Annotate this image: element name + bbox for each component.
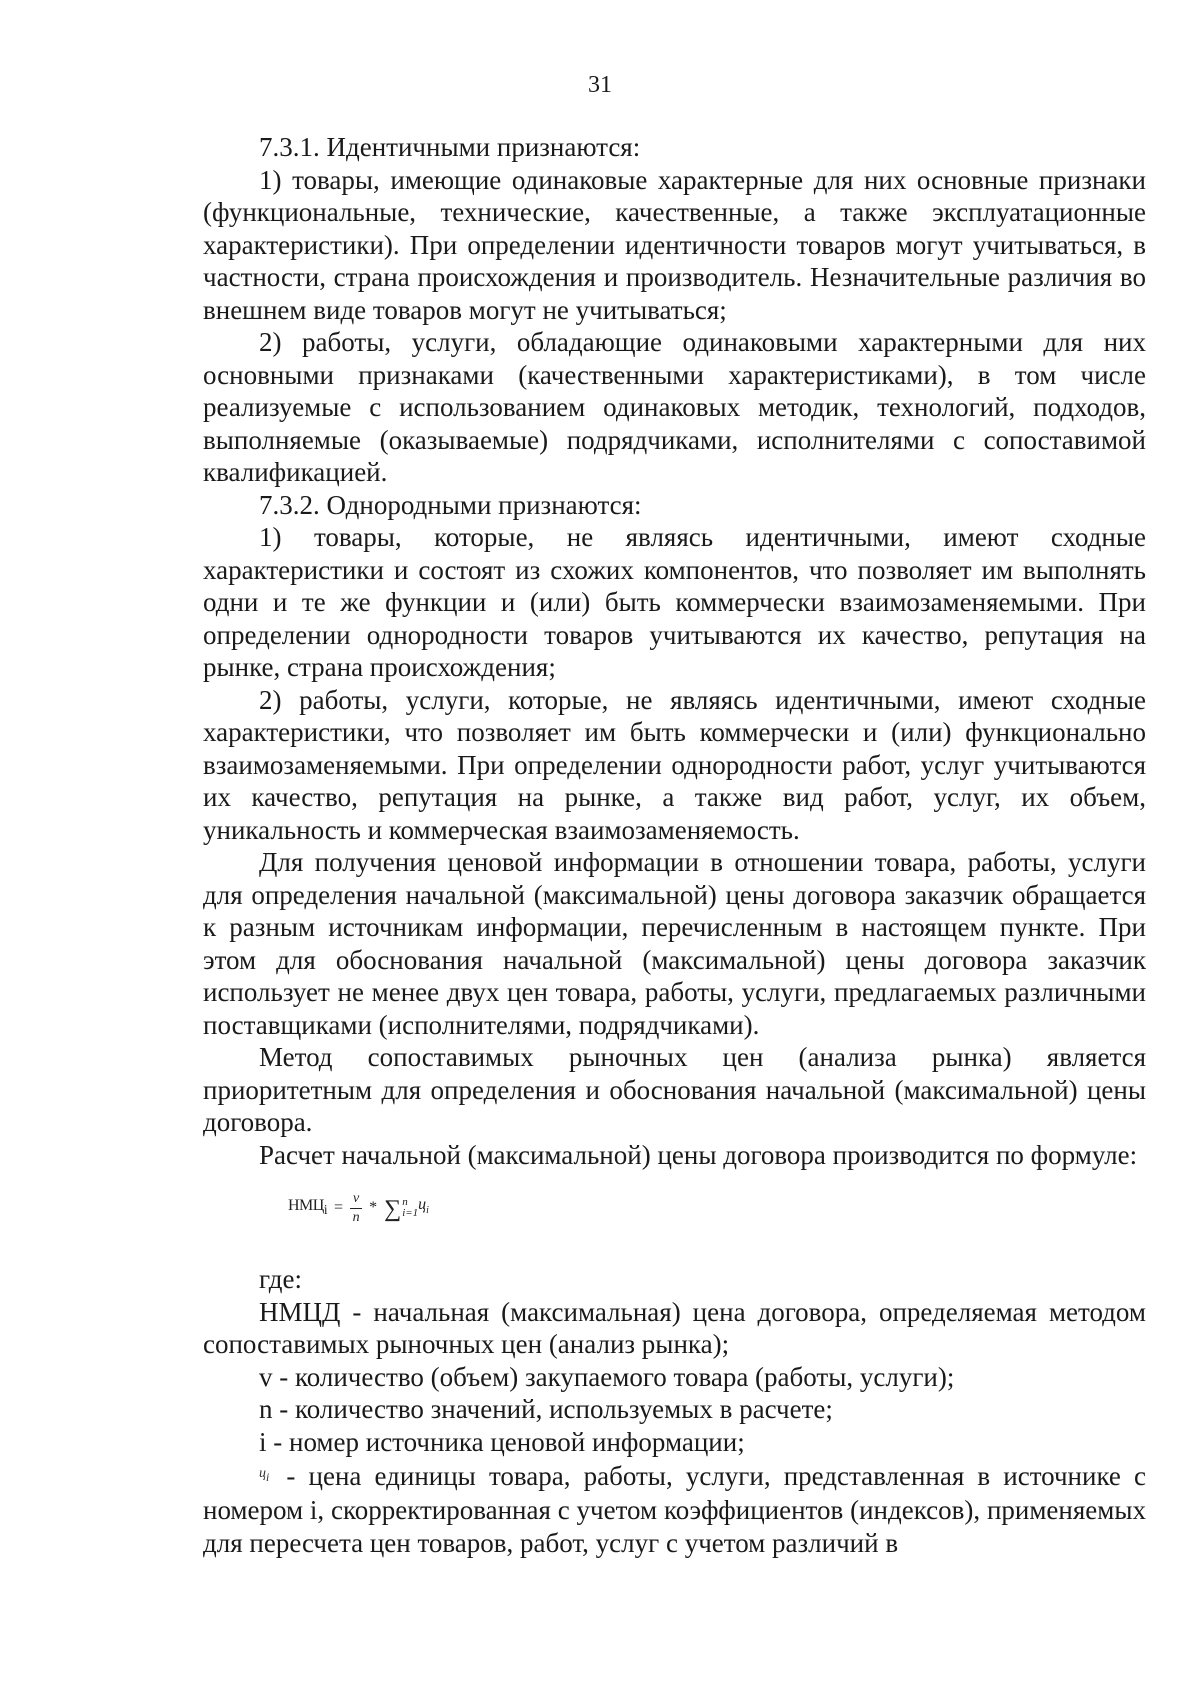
sum-symbol: ∑ <box>384 1195 402 1222</box>
page-number: 31 <box>588 72 612 98</box>
formula-times: * <box>369 1198 378 1216</box>
paragraph: 1) товары, которые, не являясь идентичными, имеют сходные характеристики и состоят из схожих компонентов, что позволяет им выполнять одни и те же функции и (или) быть коммерчески взаимозаменяемыми. При определении однородности товаров учитываются их качество, репутация на рынке, страна происхождения; <box>203 522 1146 682</box>
section-heading: 7.3.1. Идентичными признаются: <box>259 132 641 162</box>
formula-numerator: v <box>352 1190 360 1206</box>
sum-lower-limit: i=1 <box>402 1207 419 1219</box>
sum-upper-limit: n <box>402 1196 408 1208</box>
sum-limits <box>402 1197 418 1219</box>
fraction-bar <box>350 1208 362 1209</box>
text-section-legend <box>203 1296 1146 1459</box>
paragraph: 2) работы, услуги, обладающие одинаковыми характерными для них основными признаками (качественными характеристиками), в том числе реализуемые с использованием одинаковых методик, технологий, подходов, выполняемые (оказываемые) подрядчиками, исполнителями с сопоставимой квалификацией. <box>203 327 1146 487</box>
price-symbol: цi <box>259 1466 270 1484</box>
formula-fraction <box>350 1191 362 1226</box>
paragraph: Для получения ценовой информации в отношении товара, работы, услуги для определения начальной (максимальной) цены договора заказчик обращается к разным источникам информации, перечисленным в настоящем пункте. При этом для обоснования начальной (максимальной) цены договора заказчик использует не менее двух цен товара, работы, услуги, предлагаемых различными поставщиками (исполнителями, подрядчиками). <box>203 847 1146 1040</box>
paragraph: 2) работы, услуги, которые, не являясь идентичными, имеют сходные характеристики, что позволяет им быть коммерчески и (или) функционально взаимозаменяемыми. При определении однородности работ, услуг учитываются их качество, репутация на рынке, а также вид работ, услуг, их объем, уникальность и коммерческая взаимозаменяемость. <box>203 684 1146 845</box>
formula-denominator: n <box>352 1209 360 1225</box>
paragraph: i - номер источника ценовой информации; <box>259 1426 745 1457</box>
price-formula <box>203 1171 1146 1263</box>
paragraph: 1) товары, имеющие одинаковые характерные для них основные признаки (функциональные, технические, качественные, а также эксплуатационные характеристики). При определении идентичности товаров могут учитываться, в частности, страна происхождения и производитель. Незначительные различия во внешнем виде товаров могут не учитываться; <box>203 164 1146 325</box>
formula-expression <box>288 1187 429 1229</box>
paragraph-price-definition: $^{ц_i}$ - цена единицы товара, работы, услуги, представленная в источнике с номером i, скорректированная с учетом коэффициентов (индексов), применяемых для пересчета цен товаров, работ, услуг с учетом различий в <box>203 1461 1146 1558</box>
paragraph: n - количество значений, используемых в расчете; <box>259 1394 833 1424</box>
section-heading: 7.3.2. Однородными признаются: <box>259 489 642 520</box>
paragraph: НМЦД - начальная (максимальная) цена договора, определяемая методом сопоставимых рыночных цен (анализ рынка); <box>203 1296 1146 1359</box>
formula-price-variable: $ц_i$ <box>418 1195 429 1216</box>
formula-equals: = <box>334 1198 344 1216</box>
document-body <box>203 131 1146 1559</box>
formula-lhs: $НМЦ_i$ <box>288 1196 328 1217</box>
paragraph: v - количество (объем) закупаемого товара (работы, услуги); <box>259 1361 955 1392</box>
text-section-definitions <box>203 131 1146 1171</box>
paragraph: Метод сопоставимых рыночных цен (анализа рынка) является приоритетным для определения и обоснования начальной (максимальной) цены договора. <box>203 1042 1146 1137</box>
where-label: где: <box>259 1264 302 1294</box>
paragraph: Расчет начальной (максимальной) цены договора производится по формуле: <box>259 1139 1138 1170</box>
